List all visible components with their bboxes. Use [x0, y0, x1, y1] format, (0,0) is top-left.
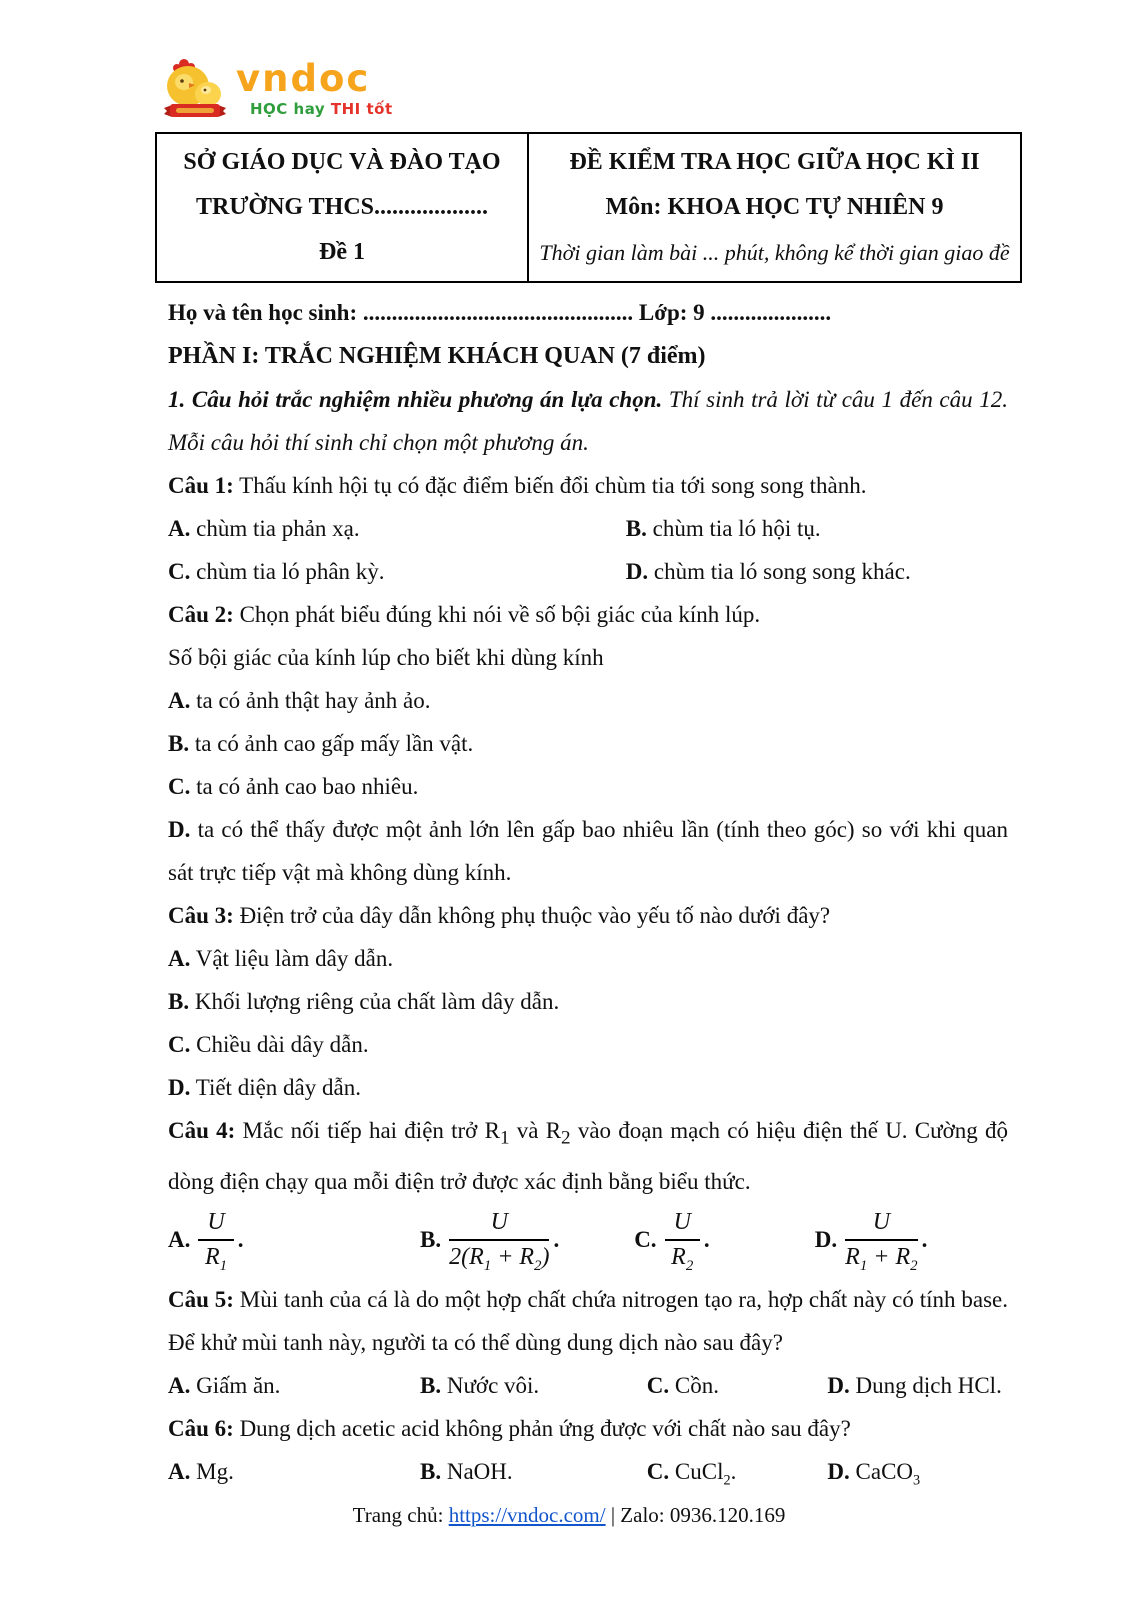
- formula-period: .: [237, 1227, 244, 1253]
- question-stem: Câu 1: Thấu kính hội tụ có đặc điểm biến đổi chùm tia tới song song thành.: [168, 473, 867, 498]
- option-D: D. Tiết diện dây dẫn.: [168, 1075, 361, 1100]
- option-letter: D.: [814, 1227, 838, 1253]
- option-letter: A.: [168, 946, 191, 971]
- option-letter: A.: [168, 516, 191, 541]
- option-letter: C.: [646, 1372, 670, 1398]
- fraction-formula: [665, 1209, 700, 1272]
- question-label: Câu 2:: [168, 602, 234, 627]
- document-content: [155, 132, 1022, 1493]
- option-letter: B.: [420, 1372, 442, 1398]
- tagline-green: HỌC hay: [250, 100, 326, 118]
- option-letter: C.: [168, 774, 191, 799]
- logo-tagline: [250, 100, 393, 118]
- option-D: D. ta có thể thấy được một ảnh lớn lên gấp bao nhiêu lần (tính theo góc) so với khi quan sát trực tiếp vật mà không dùng kính.: [168, 817, 1008, 885]
- chicken-mascot-icon: [162, 56, 228, 126]
- formula-period: .: [921, 1227, 928, 1253]
- option-A: A. Vật liệu làm dây dẫn.: [168, 946, 394, 971]
- question-5: [168, 1278, 1008, 1407]
- question-6: [168, 1407, 1008, 1493]
- question-stem: Câu 2: Chọn phát biểu đúng khi nói về số bội giác của kính lúp.: [168, 602, 761, 627]
- option-B: B. Nước vôi.: [420, 1372, 540, 1398]
- option-B: B. ta có ảnh cao gấp mấy lần vật.: [168, 731, 474, 756]
- question-label: Câu 5:: [168, 1286, 234, 1312]
- fraction-denominator: $R_2$: [671, 1244, 694, 1274]
- exam-body: [168, 291, 1008, 1493]
- option-A: A. chùm tia phản xạ.: [168, 516, 360, 541]
- option-C: [634, 1209, 815, 1272]
- option-A: [168, 1209, 420, 1272]
- option-letter: C.: [168, 559, 191, 584]
- option-letter: A.: [168, 1227, 191, 1253]
- questions-list: [168, 464, 1008, 1493]
- option-letter: D.: [168, 1075, 191, 1100]
- question-stem: Câu 3: Điện trở của dây dẫn không phụ thuộc vào yếu tố nào dưới đây?: [168, 903, 831, 928]
- fraction-denominator: $R_1$: [204, 1244, 228, 1274]
- option-A: A. ta có ảnh thật hay ảnh ảo.: [168, 688, 431, 713]
- option-letter: D.: [625, 559, 649, 584]
- option-A: A. Mg.: [168, 1458, 234, 1484]
- fraction-denominator: $2(R_1 + R_2)$: [449, 1244, 550, 1274]
- option-A: A. Giấm ăn.: [168, 1372, 281, 1398]
- subject-line: Môn: KHOA HỌC TỰ NHIÊN 9: [605, 194, 944, 220]
- exam-code-line: Đề 1: [319, 239, 365, 265]
- option-C: C. Cồn.: [646, 1372, 720, 1398]
- logo-text: [236, 56, 393, 118]
- question-stem: Câu 4: Mắc nối tiếp hai điện trở $R_1$ và $R_2$ vào đoạn mạch có hiệu điện thế U. Cường độ dòng điện chạy qua mỗi điện trở được xác định bằng biểu thức.: [168, 1118, 1008, 1194]
- fraction-numerator: U: [449, 1209, 549, 1242]
- question-1: [168, 464, 1008, 593]
- formula-period: .: [703, 1227, 710, 1253]
- option-C: C. Chiều dài dây dẫn.: [168, 1032, 369, 1057]
- option-D: [815, 1209, 1008, 1272]
- brand-name: vndoc: [236, 57, 371, 100]
- exam-title-line: ĐỀ KIỂM TRA HỌC GIỮA HỌC KÌ II: [569, 149, 980, 175]
- question-stem: Câu 5: Mùi tanh của cá là do một hợp chất chứa nitrogen tạo ra, hợp chất này có tính base. Để khử mùi tanh này, người ta có thể dùng dung dịch nào sau đây?: [168, 1286, 1009, 1355]
- option-letter: B.: [420, 1458, 442, 1484]
- fraction-formula: [845, 1209, 917, 1272]
- formula-period: .: [553, 1227, 560, 1253]
- option-B: B. NaOH.: [420, 1458, 513, 1484]
- options-group: [168, 1203, 1008, 1278]
- part1-heading: PHẦN I: TRẮC NGHIỆM KHÁCH QUAN (7 điểm): [168, 343, 706, 369]
- option-letter: A.: [168, 1458, 191, 1484]
- homepage-link[interactable]: https://vndoc.com/: [448, 1503, 606, 1527]
- vndoc-logo: [162, 56, 393, 126]
- option-D: D. chùm tia ló song song khác.: [625, 559, 911, 584]
- option-B: B. chùm tia ló hội tụ.: [625, 516, 821, 541]
- option-letter: C.: [646, 1458, 670, 1484]
- option-C: C. ta có ảnh cao bao nhiêu.: [168, 774, 419, 799]
- school-line: TRƯỜNG THCS...................: [195, 194, 489, 220]
- question-label: Câu 1:: [168, 473, 234, 498]
- exam-header-table: [155, 132, 1022, 283]
- option-B: B. Khối lượng riêng của chất làm dây dẫn.: [168, 989, 560, 1014]
- instruction-line: [168, 378, 1008, 464]
- option-letter: D.: [827, 1458, 850, 1484]
- option-B: [420, 1209, 634, 1272]
- footer-prefix: Trang chủ:: [352, 1503, 449, 1527]
- instruction-bold: 1. Câu hỏi trắc nghiệm nhiều phương án lựa chọn.: [168, 387, 663, 412]
- fraction-numerator: U: [665, 1209, 700, 1242]
- fraction-denominator: $R_1 + R_2$: [845, 1244, 918, 1274]
- page-footer: [0, 1500, 1138, 1530]
- footer-suffix: | Zalo: 0936.120.169: [605, 1503, 786, 1527]
- option-D: D. Dung dịch HCl.: [827, 1372, 1002, 1398]
- header-cell-exam: [527, 134, 1020, 281]
- fraction-formula: [449, 1209, 549, 1272]
- option-letter: C.: [168, 1032, 191, 1057]
- question-3: [168, 894, 1008, 1109]
- fraction-formula: [198, 1209, 233, 1272]
- question-label: Câu 4:: [168, 1118, 236, 1143]
- fraction-numerator: U: [198, 1209, 233, 1242]
- question-extra-line: Số bội giác của kính lúp cho biết khi dùng kính: [168, 645, 604, 670]
- option-C: C. chùm tia ló phân kỳ.: [168, 559, 385, 584]
- instruction-italic: Thí sinh trả lời từ câu 1 đến câu 12. Mỗi câu hỏi thí sinh chỉ chọn một phương án.: [168, 387, 1008, 455]
- option-letter: C.: [634, 1227, 657, 1253]
- option-letter: A.: [168, 688, 191, 713]
- tagline-red: THI tốt: [330, 100, 393, 118]
- option-letter: D.: [827, 1372, 850, 1398]
- option-letter: B.: [625, 516, 647, 541]
- option-D: D. CaCO$_3$: [827, 1458, 921, 1489]
- option-C: C. CuCl$_2$.: [646, 1458, 737, 1489]
- duration-line: Thời gian làm bài ... phút, không kể thời gian giao đề: [539, 240, 1010, 265]
- options-group: [168, 679, 1008, 894]
- department-line: SỞ GIÁO DỤC VÀ ĐÀO TẠO: [183, 149, 501, 175]
- option-letter: D.: [168, 817, 191, 842]
- options-group: [168, 1450, 1008, 1493]
- student-name-line: Họ và tên học sinh: ............................................... Lớp: 9 .....................: [168, 300, 832, 325]
- options-group: [168, 937, 1008, 1109]
- question-4: [168, 1109, 1008, 1278]
- question-label: Câu 3:: [168, 903, 234, 928]
- fraction-numerator: U: [845, 1209, 917, 1242]
- question-stem: Câu 6: Dung dịch acetic acid không phản ứng được với chất nào sau đây?: [168, 1415, 851, 1441]
- options-group: [168, 507, 1008, 593]
- option-letter: B.: [420, 1227, 442, 1253]
- header-cell-school: [157, 134, 527, 281]
- question-2: [168, 593, 1008, 894]
- option-letter: B.: [168, 731, 190, 756]
- options-group: [168, 1364, 1008, 1407]
- option-letter: B.: [168, 989, 190, 1014]
- option-letter: A.: [168, 1372, 191, 1398]
- question-label: Câu 6:: [168, 1415, 234, 1441]
